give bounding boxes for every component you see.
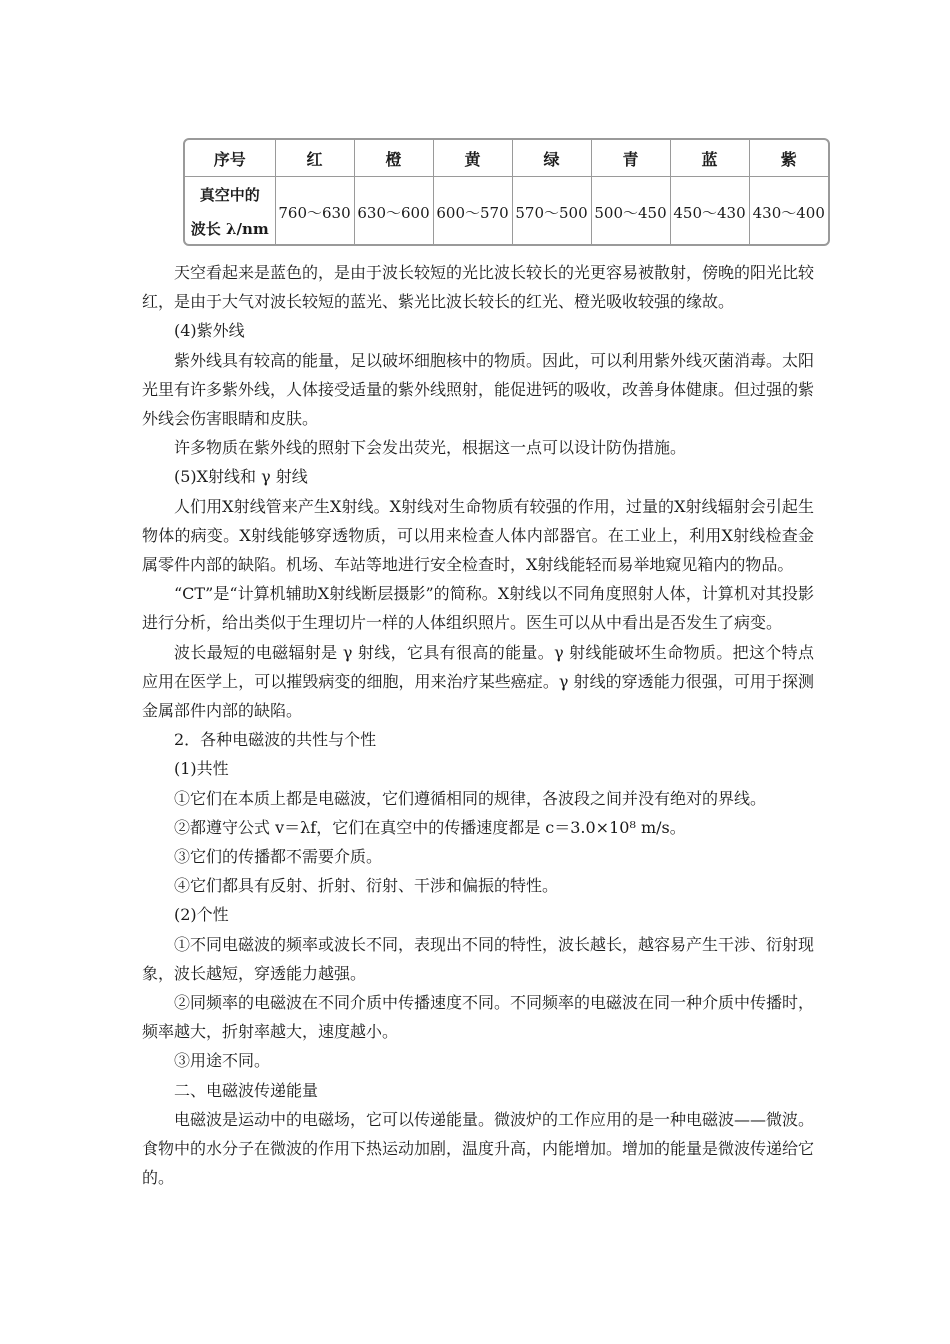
table-header-cell: 蓝	[670, 140, 749, 177]
list-item: ②同频率的电磁波在不同介质中传播速度不同。不同频率的电磁波在同一种介质中传播时，频率越大，折射率越大，速度越小。	[142, 993, 815, 1042]
row-label-line: 真空中的	[199, 186, 260, 204]
list-item: ④它们都具有反射、折射、衍射、干涉和偏振的特性。	[174, 876, 559, 896]
table-row	[185, 177, 828, 247]
section-heading: (2)个性	[174, 905, 229, 925]
table-cell: 760～630	[275, 177, 354, 247]
table-header-cell: 黄	[433, 140, 512, 177]
list-item: ①它们在本质上都是电磁波，它们遵循相同的规律，各波段之间并没有绝对的界线。	[174, 788, 767, 808]
table-header-cell: 橙	[354, 140, 433, 177]
body-text	[142, 258, 814, 1193]
table-header-cell: 青	[591, 140, 670, 177]
table-cell: 500～450	[591, 177, 670, 247]
table-cell: 600～570	[433, 177, 512, 247]
table-cell: 570～500	[512, 177, 591, 247]
list-item: ①不同电磁波的频率或波长不同，表现出不同的特性，波长越长，越容易产生干涉、衍射现象，波长越短，穿透能力越强。	[142, 934, 815, 983]
paragraph: “CT”是“计算机辅助X射线断层摄影”的简称。X射线以不同角度照射人体，计算机对其投影进行分析，给出类似于生理切片一样的人体组织照片。医生可以从中看出是否发生了病变。	[142, 584, 814, 633]
paragraph: 电磁波是运动中的电磁场，它可以传递能量。微波炉的工作应用的是一种电磁波——微波。食物中的水分子在微波的作用下热运动加剧，温度升高，内能增加。增加的能量是微波传递给它的。	[142, 1109, 815, 1188]
paragraph: 人们用X射线管来产生X射线。X射线对生命物质有较强的作用，过量的X射线辐射会引起生物体的病变。X射线能够穿透物质，可以用来检查人体内部器官。在工业上，利用X射线检查金属零件内部的缺陷。机场、车站等地进行安全检查时，X射线能轻而易举地窥见箱内的物品。	[142, 496, 814, 575]
section-heading: (1)共性	[174, 759, 229, 779]
section-heading: (4)紫外线	[174, 321, 245, 341]
table-cell: 430～400	[749, 177, 828, 247]
wavelength-table-frame	[183, 138, 830, 246]
section-heading: (5)X射线和 γ 射线	[174, 467, 308, 487]
table-row-label	[185, 177, 275, 247]
table-header-cell: 紫	[749, 140, 828, 177]
table-header-row	[185, 140, 828, 177]
row-label-line: 波长 λ/nm	[190, 220, 269, 238]
list-item: ③它们的传播都不需要介质。	[174, 847, 383, 867]
table-header-cell: 序号	[185, 140, 275, 177]
list-item: ③用途不同。	[174, 1051, 271, 1071]
section-heading: 二、电磁波传递能量	[174, 1080, 319, 1100]
paragraph: 天空看起来是蓝色的，是由于波长较短的光比波长较长的光更容易被散射，傍晚的阳光比较红，是由于大气对波长较短的蓝光、紫光比波长较长的红光、橙光吸收较强的缘故。	[142, 263, 815, 312]
section-heading: 2．各种电磁波的共性与个性	[174, 730, 377, 750]
table-header-cell: 绿	[512, 140, 591, 177]
paragraph: 波长最短的电磁辐射是 γ 射线，它具有很高的能量。γ 射线能破坏生命物质。把这个特点应用在医学上，可以摧毁病变的细胞，用来治疗某些癌症。γ 射线的穿透能力很强，可用于探测金属部件内部的缺陷。	[142, 642, 814, 721]
wavelength-table	[185, 140, 828, 246]
list-item: ②都遵守公式 v＝λf，它们在真空中的传播速度都是 c＝3.0×10⁸ m/s。	[174, 817, 686, 837]
table-cell: 450～430	[670, 177, 749, 247]
paragraph: 紫外线具有较高的能量，足以破坏细胞核中的物质。因此，可以利用紫外线灭菌消毒。太阳光里有许多紫外线，人体接受适量的紫外线照射，能促进钙的吸收，改善身体健康。但过强的紫外线会伤害眼睛和皮肤。	[142, 350, 815, 429]
paragraph: 许多物质在紫外线的照射下会发出荧光，根据这一点可以设计防伪措施。	[174, 438, 687, 458]
table-cell: 630～600	[354, 177, 433, 247]
table-header-cell: 红	[275, 140, 354, 177]
